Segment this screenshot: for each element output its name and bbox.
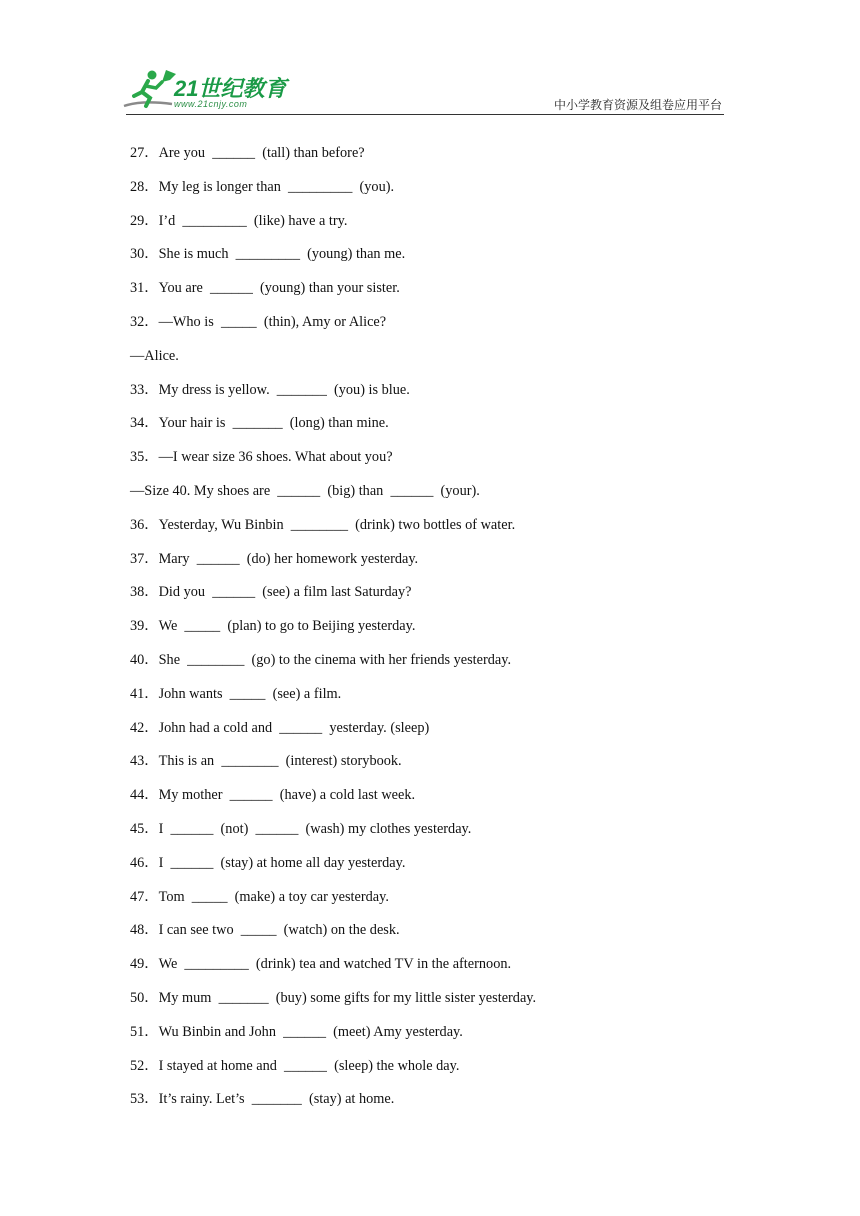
question-46: 46．I ______ (stay) at home all day yesterday. [130, 854, 406, 871]
question-37: 37．Mary ______ (do) her homework yesterday. [130, 550, 419, 567]
question-42: 42．John had a cold and ______ yesterday. (sleep) [130, 719, 430, 736]
question-35-answer: —Size 40. My shoes are ______ (big) than ______ (your). [130, 482, 480, 499]
question-41: 41．John wants _____ (see) a film. [130, 685, 342, 702]
question-43: 43．This is an ________ (interest) storybook. [130, 753, 402, 770]
question-27: 27．Are you ______ (tall) than before? [130, 145, 365, 161]
question-52: 52．I stayed at home and ______ (sleep) the whole day. [130, 1057, 460, 1074]
question-36: 36．Yesterday, Wu Binbin ________ (drink) two bottles of water. [130, 516, 516, 533]
header-divider [126, 114, 724, 115]
platform-name: 中小学教育资源及组卷应用平台 [553, 98, 722, 112]
runner-logo-icon [122, 66, 178, 114]
question-list [130, 143, 730, 1123]
question-39: 39．We _____ (plan) to go to Beijing yesterday. [130, 618, 416, 635]
question-34: 34．Your hair is _______ (long) than mine. [130, 415, 389, 432]
question-32-answer: —Alice. [130, 347, 179, 364]
question-38: 38．Did you ______ (see) a film last Saturday? [130, 584, 412, 601]
question-53: 53．It’s rainy. Let’s _______ (stay) at home. [130, 1091, 395, 1108]
page-header [0, 0, 860, 130]
question-31: 31．You are ______ (young) than your sister. [130, 280, 400, 297]
question-35: 35．—I wear size 36 shoes. What about you? [130, 449, 393, 466]
question-49: 49．We _________ (drink) tea and watched TV in the afternoon. [130, 956, 512, 973]
question-51: 51．Wu Binbin and John ______ (meet) Amy yesterday. [130, 1023, 463, 1040]
question-30: 30．She is much _________ (young) than me. [130, 246, 406, 263]
logo-text: 21世纪教育 [174, 76, 287, 101]
site-logo [122, 66, 292, 114]
question-33: 33．My dress is yellow. _______ (you) is blue. [130, 381, 410, 398]
logo-url: www.21cnjy.com [174, 99, 248, 109]
question-48: 48．I can see two _____ (watch) on the desk. [130, 922, 400, 939]
question-32: 32．—Who is _____ (thin), Amy or Alice? [130, 313, 387, 330]
question-29: 29．I’d _________ (like) have a try. [130, 212, 348, 229]
question-28: 28．My leg is longer than _________ (you). [130, 178, 395, 195]
question-50: 50．My mum _______ (buy) some gifts for my little sister yesterday. [130, 989, 537, 1006]
question-47: 47．Tom _____ (make) a toy car yesterday. [130, 888, 389, 905]
question-40: 40．She ________ (go) to the cinema with her friends yesterday. [130, 651, 512, 668]
question-45: 45．I ______ (not) ______ (wash) my clothes yesterday. [130, 820, 472, 837]
question-44: 44．My mother ______ (have) a cold last week. [130, 787, 416, 804]
